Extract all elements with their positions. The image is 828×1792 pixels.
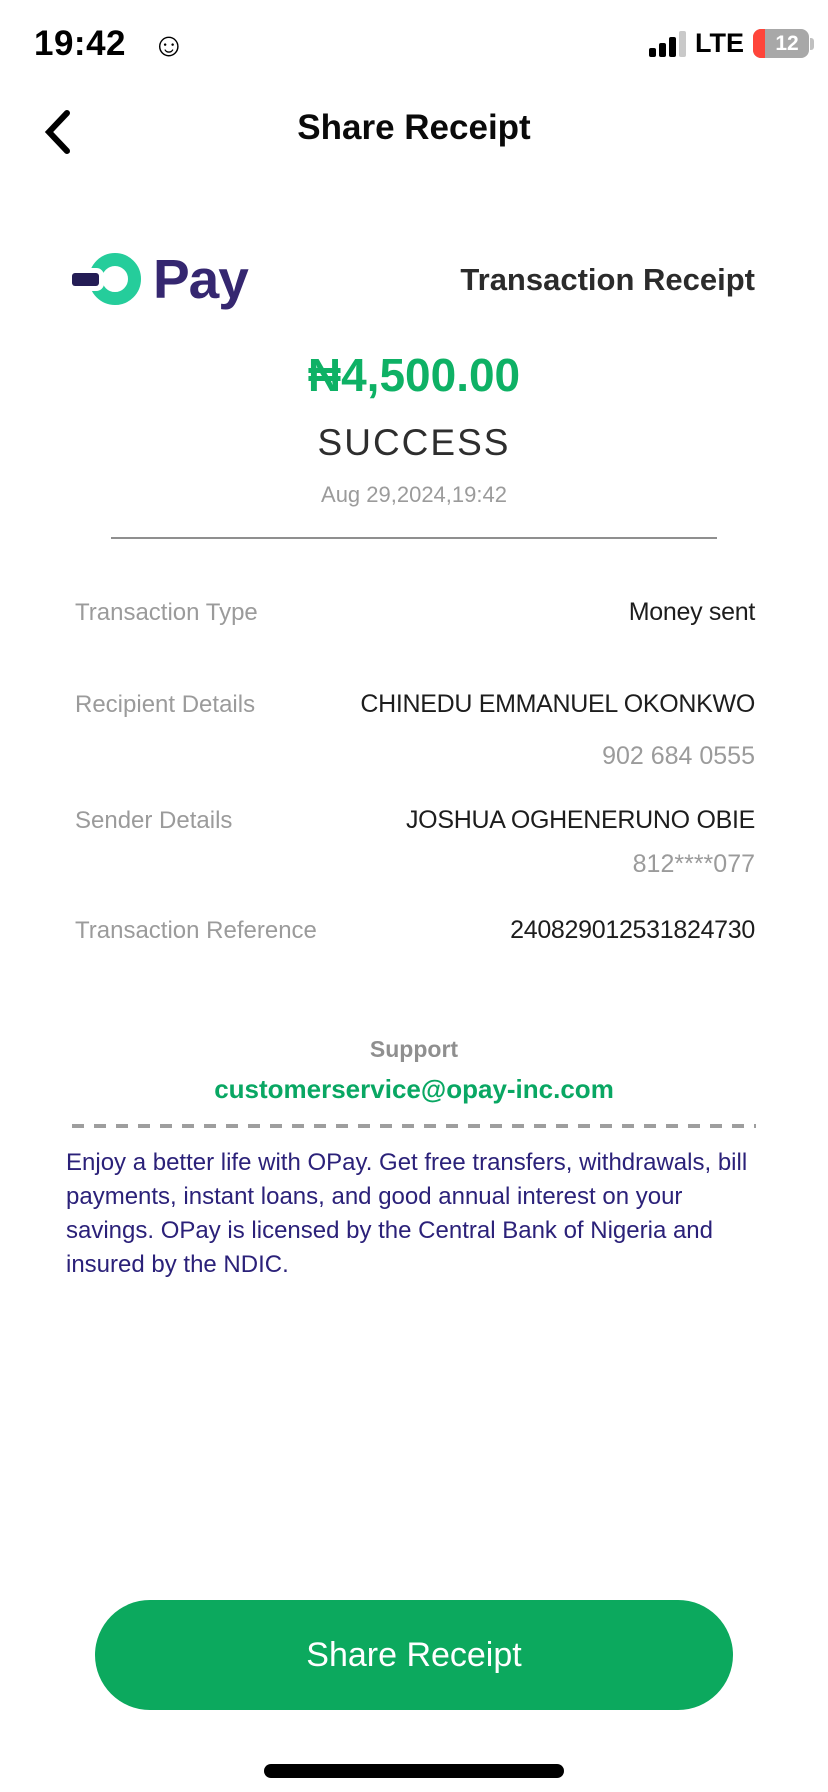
table-row xyxy=(75,916,755,945)
row-label: Transaction Type xyxy=(75,599,258,626)
share-receipt-button[interactable]: Share Receipt xyxy=(95,1600,733,1710)
support-heading: Support xyxy=(369,1036,459,1062)
sender-phone-masked: 812****077 xyxy=(632,850,755,878)
battery-icon xyxy=(753,29,814,58)
clock: 19:42 xyxy=(34,24,127,63)
page-title: Share Receipt xyxy=(297,108,531,147)
support-email-link[interactable]: customerservice@opay-inc.com xyxy=(214,1074,614,1104)
divider-line xyxy=(111,537,717,539)
battery-low-indicator xyxy=(753,29,765,58)
nav-header xyxy=(0,96,828,166)
smiley-emoji-icon: ☺ xyxy=(152,26,186,63)
transaction-amount: ₦4,500.00 xyxy=(307,349,521,401)
table-row xyxy=(75,806,755,835)
table-row xyxy=(75,690,755,719)
transaction-reference-value: 240829012531824730 xyxy=(510,916,755,944)
status-indicators xyxy=(649,28,814,59)
table-row-secondary xyxy=(75,742,755,771)
row-label: Sender Details xyxy=(75,807,233,834)
opay-logo-word: Pay xyxy=(153,248,248,310)
row-value: JOSHUA OGHENERUNO OBIE xyxy=(405,806,755,834)
row-value: CHINEDU EMMANUEL OKONKWO xyxy=(360,690,755,718)
row-label: Recipient Details xyxy=(75,691,256,718)
opay-logo xyxy=(75,248,248,310)
battery-cap xyxy=(810,38,814,50)
receipt-brand-row xyxy=(75,250,755,308)
cellular-signal-icon xyxy=(649,31,686,57)
row-value: Money sent xyxy=(628,598,755,626)
table-row-secondary xyxy=(75,850,755,879)
home-indicator-bar[interactable] xyxy=(264,1764,564,1778)
battery-percentage: 12 xyxy=(775,31,799,55)
footer-note: Enjoy a better life with OPay. Get free transfers, withdrawals, bill payments, instant loans, and good annual interest on your savings. OPay is licensed by the Central Bank of Nigeria and insured by the NDIC. xyxy=(66,1149,748,1278)
transaction-status: SUCCESS xyxy=(317,422,511,463)
status-bar xyxy=(0,0,828,70)
recipient-phone: 902 684 0555 xyxy=(602,742,755,770)
receipt-title: Transaction Receipt xyxy=(460,262,755,297)
opay-o-icon xyxy=(75,252,153,306)
dashed-divider xyxy=(72,1124,756,1128)
transaction-datetime: Aug 29,2024,19:42 xyxy=(321,482,507,507)
table-row xyxy=(75,598,755,627)
row-label: Transaction Reference xyxy=(75,917,317,944)
network-type-label: LTE xyxy=(695,28,744,58)
